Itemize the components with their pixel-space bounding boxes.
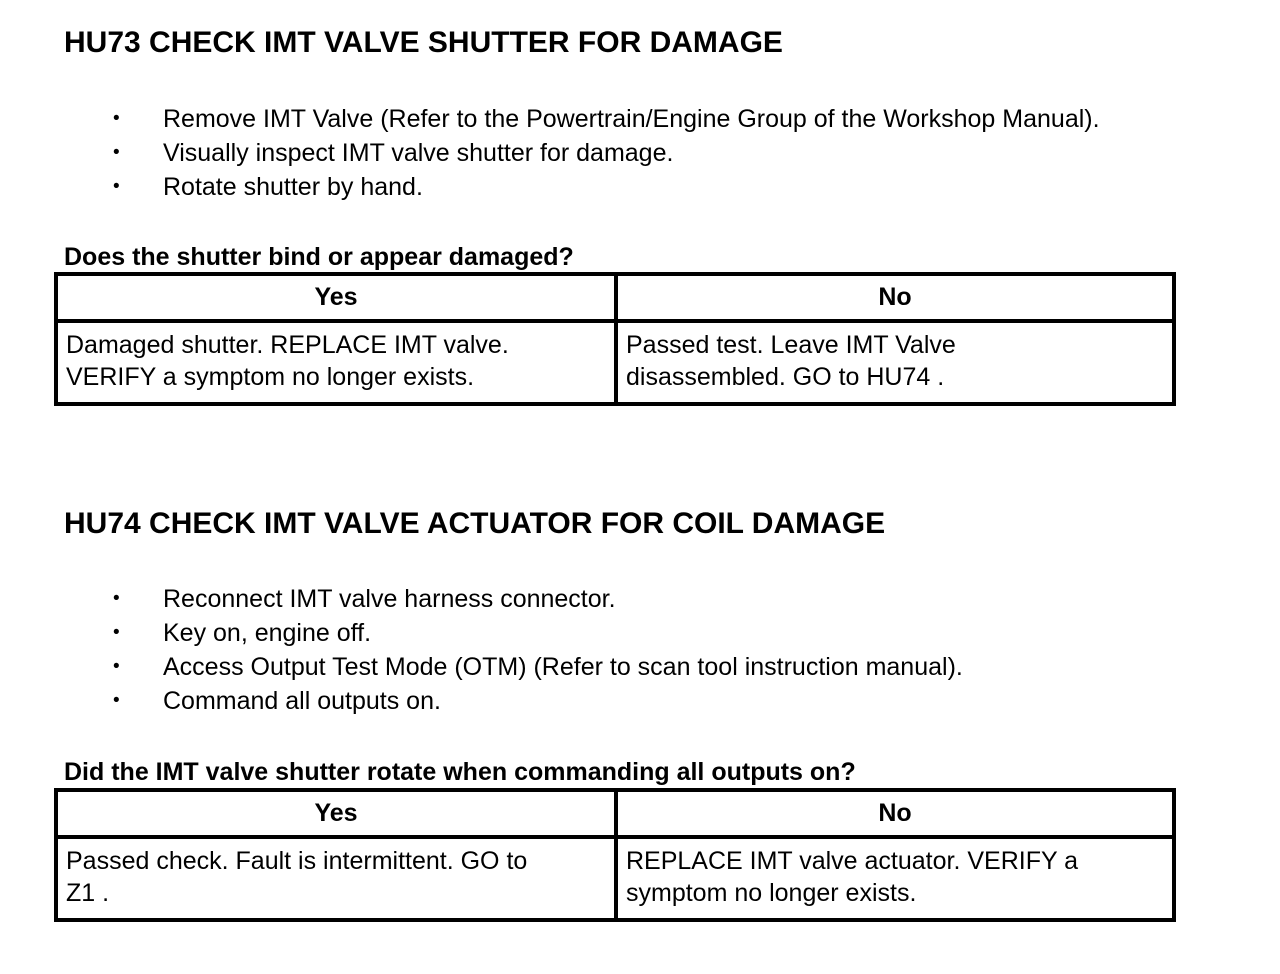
instruction-text: Rotate shutter by hand. xyxy=(163,173,423,201)
table-row xyxy=(56,321,1174,404)
yes-result-cell xyxy=(56,321,616,404)
decision-question: Does the shutter bind or appear damaged? xyxy=(64,243,574,271)
instruction-text: Access Output Test Mode (OTM) (Refer to scan tool instruction manual). xyxy=(163,653,963,681)
no-column-header: No xyxy=(616,274,1174,321)
yes-column-header: Yes xyxy=(56,274,616,321)
bullet-icon: • xyxy=(113,142,120,163)
bullet-icon: • xyxy=(113,690,120,711)
table-row xyxy=(56,837,1174,920)
no-result-cell xyxy=(616,321,1174,404)
step-heading: HU73 CHECK IMT VALVE SHUTTER FOR DAMAGE xyxy=(64,26,783,59)
decision-question: Did the IMT valve shutter rotate when commanding all outputs on? xyxy=(64,758,856,786)
no-result-cell xyxy=(616,837,1174,920)
no-result-text: Passed test. Leave IMT Valve disassembled. GO to HU74 . xyxy=(626,330,956,391)
table-header-row xyxy=(56,274,1174,321)
yes-result-text: Damaged shutter. REPLACE IMT valve. VERIFY a symptom no longer exists. xyxy=(66,330,509,391)
yes-result-text: Passed check. Fault is intermittent. GO to Z1 . xyxy=(66,846,528,907)
decision-table xyxy=(54,272,1176,406)
instruction-text: Remove IMT Valve (Refer to the Powertrain/Engine Group of the Workshop Manual). xyxy=(163,105,1100,133)
instruction-text: Visually inspect IMT valve shutter for damage. xyxy=(163,139,674,167)
yes-result-cell xyxy=(56,837,616,920)
no-column-header: No xyxy=(616,790,1174,837)
bullet-icon: • xyxy=(113,108,120,129)
yes-column-header: Yes xyxy=(56,790,616,837)
instruction-text: Command all outputs on. xyxy=(163,687,441,715)
bullet-icon: • xyxy=(113,622,120,643)
step-heading: HU74 CHECK IMT VALVE ACTUATOR FOR COIL DAMAGE xyxy=(64,507,886,540)
instruction-text: Key on, engine off. xyxy=(163,619,372,647)
decision-table xyxy=(54,788,1176,922)
bullet-icon: • xyxy=(113,176,120,197)
instruction-text: Reconnect IMT valve harness connector. xyxy=(163,585,616,613)
no-result-text: REPLACE IMT valve actuator. VERIFY a symptom no longer exists. xyxy=(626,846,1079,907)
bullet-icon: • xyxy=(113,656,120,677)
table-header-row xyxy=(56,790,1174,837)
bullet-icon: • xyxy=(113,588,120,609)
